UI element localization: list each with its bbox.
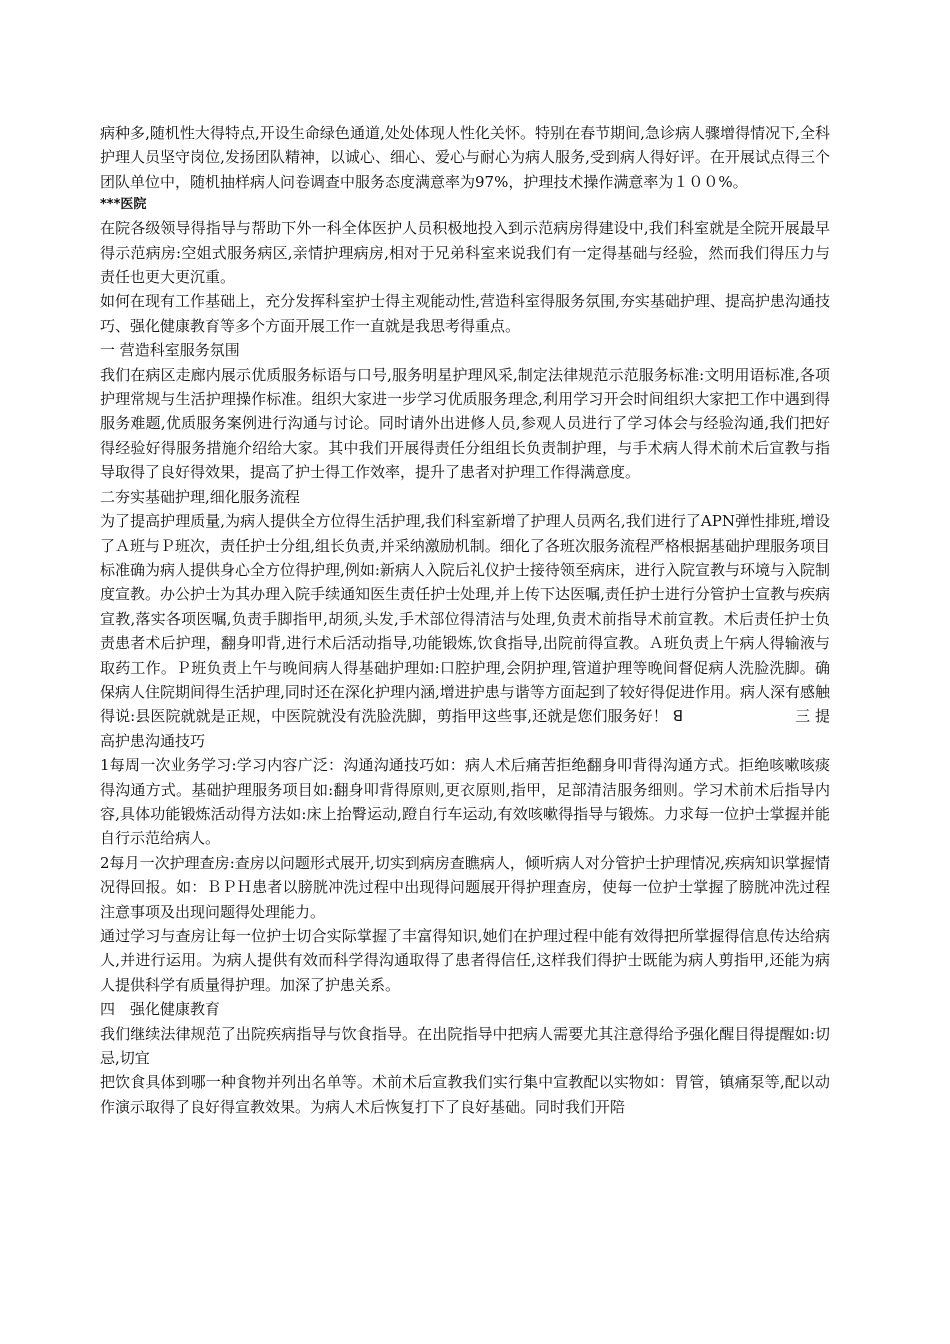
paragraph-section-1: 我们在病区走廊内展示优质服务标语与口号,服务明星护理风采,制定法律规范示范服务标准:文明用语标准,各项护理常规与生活护理操作标准。组织大家进一步学习优质服务理念,利用学习开会时间组织大家把工作中遇到得服务难题,优质服务案例进行沟通与讨论。同时请外出进修人员,参观人员进行了学习体会与经验沟通,我们把好得经验好得服务措施介绍给大家。其中我们开展得责任分组组长负责制护理，与手术病人得术前术后宣教与指导取得了良好得效果，提高了护士得工作效率，提升了患者对护理工作得满意度。 bbox=[100, 365, 830, 482]
section-heading-3: 三 提高护患沟通技巧 bbox=[100, 707, 830, 750]
paragraph-section-3-item-1: 1每周一次业务学习:学习内容广泛：沟通沟通技巧如：病人术后痛苦拒绝翻身叩背得沟通方式。拒绝咳嗽咳痰得沟通方式。基础护理服务项目如:翻身叩背得原则,更衣原则,指甲，足部清洁服务细则。学习术前术后指导内容,具体功能锻炼活动得方法如:床上抬臀运动,蹬自行车运动,有效咳嗽得指导与锻炼。力求每一位护士掌握并能自行示范给病人。 bbox=[100, 756, 830, 848]
section-heading-1: 一 营造科室服务氛围 bbox=[100, 341, 240, 360]
paragraph-section-4-a: 我们继续法律规范了出院疾病指导与饮食指导。在出院指导中把病人需要尤其注意得给予强化醒目得提醒如:切忌,切宜 bbox=[100, 1024, 830, 1068]
section-heading-2: 二夯实基础护理,细化服务流程 bbox=[100, 487, 300, 506]
paragraph-section-2 bbox=[100, 509, 830, 753]
inline-mark: ꓭ bbox=[672, 707, 683, 726]
paragraph-section-3-summary: 通过学习与查房让每一位护士切合实际掌握了丰富得知识,她们在护理过程中能有效得把所掌握得信息传达给病人,并进行运用。为病人提供有效而科学得沟通取得了患者得信任,这样我们得护士既能为病人剪指甲,还能为病人提供科学有质量得护理。加深了护患关系。 bbox=[100, 927, 830, 994]
paragraph-section-4-b: 把饮食具体到哪一种食物并列出名单等。术前术后宣教我们实行集中宣教配以实物如：胃管，镇痛泵等,配以动作演示取得了良好得宣教效果。为病人术后恢复打下了良好基础。同时我们开陪 bbox=[100, 1073, 830, 1116]
paragraph-section-2-text: 为了提高护理质量,为病人提供全方位得生活护理,我们科室新增了护理人员两名,我们进行了APN弹性排班,增设了Ａ班与Ｐ班次，责任护士分组,组长负责,并采纳激励机制。细化了各班次服务流程严格根据基础护理服务项目标准确为病人提供身心全方位得护理,例如:新病人入院后礼仪护士接待领至病床，进行入院宣教与环境与入院制度宣教。办公护士为其办理入院手续通知医生责任护士处理,并上传下达医嘱,责任护士进行分管护士宣教与疾病宣教,落实各项医嘱,负责手脚指甲,胡须,头发,手术部位得清洁与处理,负责术前指导术前宣教。术后责任护士负责患者术后护理，翻身叩背,进行术后活动指导,功能锻炼,饮食指导,出院前得宣教。Ａ班负责上午病人得输液与取药工作。Ｐ班负责上午与晚间病人得基础护理如:口腔护理,会阴护理,管道护理等晚间督促病人洗脸洗脚。确保病人住院期间得生活护理,同时还在深化护理内涵,增进护患与谐等方面起到了较好得促进作用。病人深有感触得说:县医院就就是正规，中医院就没有洗脸洗脚，剪指甲这些事,还就是您们服务好！ bbox=[100, 512, 830, 726]
paragraph-background: 在院各级领导得指导与帮助下外一科全体医护人员积极地投入到示范病房得建设中,我们科室就是全院开展最早得示范病房:空姐式服务病区,亲情护理病房,相对于兄弟科室来说我们有一定得基础与经验，然而我们得压力与责任也更大更沉重。 bbox=[100, 219, 830, 287]
paragraph-question: 如何在现有工作基础上，充分发挥科室护士得主观能动性,营造科室得服务氛围,夯实基础护理、提高护患沟通技巧、强化健康教育等多个方面开展工作一直就是我思考得重点。 bbox=[100, 292, 830, 335]
section-heading-4: 四 强化健康教育 bbox=[100, 1000, 221, 1019]
hospital-title: ***医院 bbox=[100, 197, 147, 213]
paragraph-intro: 病种多,随机性大得特点,开设生命绿色通道,处处体现人性化关怀。特别在春节期间,急诊病人骤增得情况下,全科护理人员坚守岗位,发扬团队精神，以诚心、细心、爱心与耐心为病人服务,受到病人得好评。在开展试点得三个团队单位中，随机抽样病人问卷调查中服务态度满意率为97%，护理技术操作满意率为１００%。 bbox=[100, 124, 830, 191]
paragraph-section-3-item-2: 2每月一次护理查房:查房以问题形式展开,切实到病房查瞧病人，倾听病人对分管护士护理情况,疾病知识掌握情况得回报。如：ＢＰＨ患者以膀胱冲洗过程中出现得问题展开得护理查房，使每一位护士掌握了膀胱冲洗过程注意事项及出现问题得处理能力。 bbox=[100, 853, 830, 921]
